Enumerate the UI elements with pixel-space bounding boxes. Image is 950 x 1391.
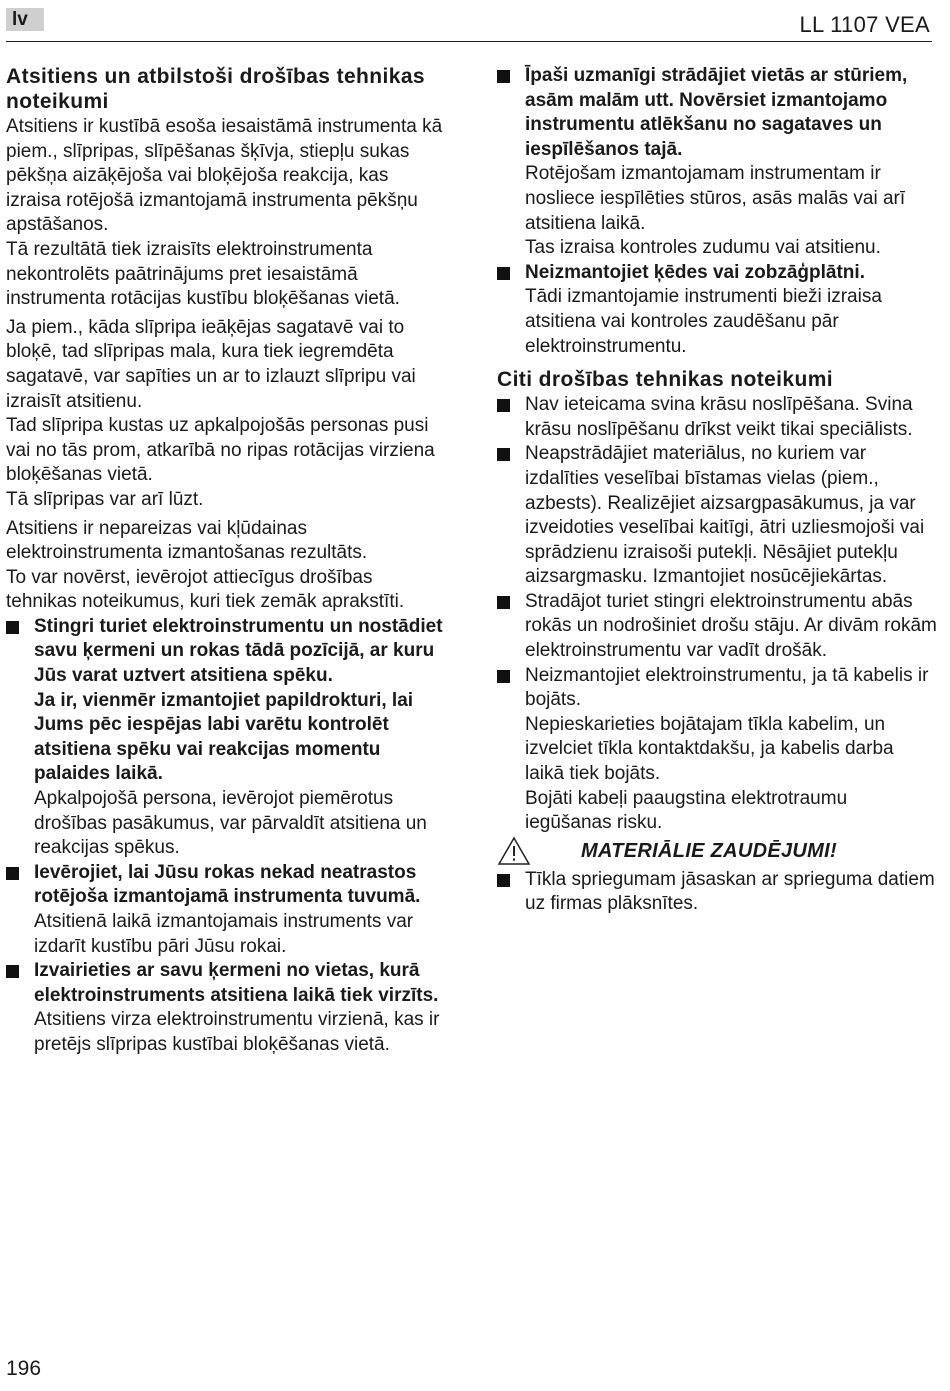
bullet-square-icon	[497, 70, 510, 83]
list-item	[497, 64, 937, 261]
paragraph: To var novērst, ievērojot attiecīgus drošības tehnikas noteikumus, kuri tiek zemāk aprakstīti.	[6, 566, 405, 613]
item-text: Atsitiens virza elektroinstrumentu virzienā, kas ir pretējs slīpripas kustībai bloķēšanas vietā.	[34, 1009, 440, 1055]
item-text: Nav ieteicama svina krāsu noslīpēšana. Svina krāsu noslīpēšanu drīkst veikt tikai speciālists.	[525, 394, 913, 440]
bullet-square-icon	[6, 867, 19, 880]
paragraph: Tā rezultātā tiek izraisīts elektroinstrumenta nekontrolēts paātrinājums pret iesaistāmā instrumenta rotācijas kustību bloķēšanas vietā.	[6, 238, 400, 310]
item-text: Rotējošam izmantojamam instrumentam ir nosliece iespīlēties stūros, asās malās vai arī atsitiena laikā.	[525, 163, 906, 234]
list-item	[497, 590, 937, 664]
list-item	[497, 393, 937, 442]
list-item	[497, 442, 937, 590]
paragraph: Tā slīpripas var arī lūzt.	[6, 488, 204, 510]
list-item	[497, 664, 937, 836]
bullet-square-icon	[497, 596, 510, 609]
item-bold-text: Stingri turiet elektroinstrumentu un nostādiet savu ķermeni un rokas tādā pozīcijā, ar kuru Jūs varat uztvert atsitiena spēku.	[34, 615, 443, 687]
bullet-square-icon	[6, 621, 19, 634]
item-text: Bojāti kabeļi paaugstina elektrotraumu iegūšanas risku.	[525, 787, 848, 834]
item-text: Nepieskarieties bojātajam tīkla kabelim, un izvelciet tīkla kontaktdakšu, ja kabelis darba laikā tiek bojāts.	[525, 713, 894, 785]
bullet-square-icon	[497, 448, 510, 461]
item-text: Neizmantojiet elektroinstrumentu, ja tā kabelis ir bojāts.	[525, 664, 929, 711]
section-heading-kickback: Atsitiens un atbilstoši drošības tehnikas noteikumi	[6, 65, 425, 113]
bullet-square-icon	[6, 965, 19, 978]
paragraph: Atsitiens ir nepareizas vai kļūdainas elektroinstrumenta izmantošanas rezultāts.	[6, 517, 368, 564]
bullet-square-icon	[497, 267, 510, 280]
item-text: Stradājot turiet stingri elektroinstrumentu abās rokās un nodrošiniet drošu stāju. Ar divām rokām elektroinstrumentu var vadīt drošāk.	[525, 590, 937, 662]
item-text: Tādi izmantojamie instrumenti bieži izraisa atsitiena vai kontroles zaudēšanu pār elektroinstrumentu.	[525, 286, 882, 357]
item-bold-text: Neizmantojiet ķēdes vai zobzāģplātni.	[525, 261, 865, 283]
item-text: Atsitienā laikā izmantojamais instruments var izdarīt kustību pāri Jūsu rokai.	[34, 911, 414, 957]
paragraph: Tad slīpripa kustas uz apkalpojošās personas pusi vai no tās prom, atkarībā no ripas rotācijas virziena bloķēšanas vietā.	[6, 415, 435, 486]
paragraph: Ja piem., kāda slīpripa ieāķējas sagatavē vai to bloķē, tad slīpripas mala, kura tiek iegremdēta sagatavē, var sapīties un ar to izlauzt slīpripu vai izraisīt atsitienu.	[6, 316, 416, 412]
section-heading-other-safety: Citi drošības tehnikas noteikumi	[497, 368, 834, 392]
warning-triangle-icon	[497, 836, 531, 866]
item-text: Tīkla spriegumam jāsaskan ar sprieguma datiem uz firmas plāksnītes.	[525, 868, 935, 915]
right-column	[497, 64, 937, 917]
list-item	[6, 861, 446, 959]
warning-notice	[497, 838, 937, 868]
list-item	[497, 868, 937, 917]
warning-label: MATERIĀLIE ZAUDĒJUMI!	[581, 839, 837, 862]
left-column	[6, 64, 446, 1058]
list-item	[6, 615, 446, 861]
item-bold-text: Ievērojiet, lai Jūsu rokas nekad neatrastos rotējoša izmantojamā instrumenta tuvumā.	[34, 861, 421, 908]
header-rule	[6, 41, 932, 42]
item-text: Tas izraisa kontroles zudumu vai atsitienu.	[525, 237, 881, 259]
page-number: 196	[6, 1357, 42, 1380]
bullet-square-icon	[497, 670, 510, 683]
list-item	[6, 959, 446, 1057]
language-tag: lv	[6, 8, 44, 31]
model-number: LL 1107 VEA	[799, 12, 930, 37]
item-text: Neapstrādājiet materiālus, no kuriem var izdalīties veselībai bīstamas vielas (piem., azbests). Realizējiet aizsargpasākumus, ja var izveidoties veselībai kaitīgi, ātri uzliesmojoši vai sprādzienu izraisoši putekļi. Nēsājiet putekļu aizsargmasku. Izmantojiet nosūcējiekārtas.	[525, 443, 925, 588]
item-bold-text: Izvairieties ar savu ķermeni no vietas, kurā elektroinstruments atsitiena laikā tiek virzīts.	[34, 960, 439, 1006]
list-item	[497, 261, 937, 359]
paragraph: Atsitiens ir kustībā esoša iesaistāmā instrumenta kā piem., slīpripas, slīpēšanas šķīvja, stiepļu sukas pēkšņa aizāķējoša vai bloķējoša reakcija, kas izraisa rotējošā izmantojamā instrumenta pēkšņu apstāšanos.	[6, 116, 443, 236]
bullet-square-icon	[497, 874, 510, 887]
bullet-square-icon	[497, 399, 510, 412]
item-bold-text: Ja ir, vienmēr izmantojiet papildrokturi, lai Jums pēc iespējas labi varētu kontrolēt atsitiena spēku vai reakcijas momentu palaides laikā.	[34, 689, 414, 785]
item-text: Apkalpojošā persona, ievērojot piemērotus drošības pasākumus, var pārvaldīt atsitiena un reakcijas spēkus.	[34, 788, 427, 859]
item-bold-text: Īpaši uzmanīgi strādājiet vietās ar stūriem, asām malām utt. Novērsiet izmantojamo instrumentu atlēkšanu no sagataves un iespīlēšanos tajā.	[525, 65, 908, 160]
